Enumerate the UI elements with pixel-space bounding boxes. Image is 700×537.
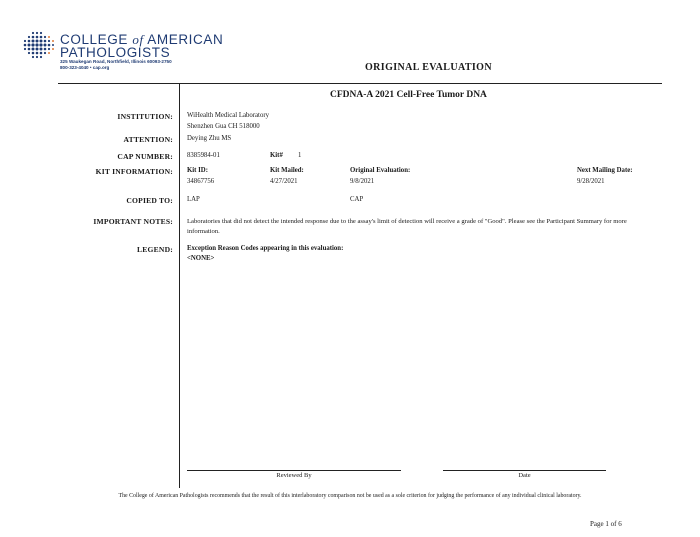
org-name-of: of [132, 32, 144, 47]
kit-mailed-value: 4/27/2021 [270, 178, 298, 185]
institution-line1: WiHealth Medical Laboratory [187, 112, 270, 119]
org-name-line2: PATHOLOGISTS [60, 45, 171, 60]
copied-to-label: COPIED TO: [126, 196, 173, 205]
reviewed-by-caption: Reviewed By [276, 472, 312, 479]
document-title: ORIGINAL EVALUATION [365, 62, 492, 73]
kit-id-label: Kit ID: [187, 167, 208, 174]
legend-label: LEGEND: [137, 245, 173, 254]
kit-mailed-label: Kit Mailed: [270, 167, 304, 174]
important-notes-label: IMPORTANT NOTES: [93, 217, 173, 226]
kit-number-label: Kit# [270, 152, 283, 159]
kit-information-label: KIT INFORMATION: [95, 167, 173, 176]
attention-label: ATTENTION: [123, 135, 173, 144]
page-number: Page 1 of 6 [590, 520, 622, 528]
program-title: CFDNA-A 2021 Cell-Free Tumor DNA [330, 90, 487, 100]
original-evaluation-label: Original Evaluation: [350, 167, 411, 174]
next-mailing-date-label: Next Mailing Date: [577, 167, 633, 174]
institution-line2: Shenzhen Gua CH 518000 [187, 123, 260, 130]
cap-number-value: 8385984-01 [187, 152, 220, 159]
footer-disclaimer: The College of American Pathologists recommends that the result of this interlaboratory comparison not be used as a sole criterion for judging the performance of any individual clinical laboratory. [118, 493, 582, 499]
institution-label: INSTITUTION: [117, 112, 173, 121]
org-name-college: COLLEGE [60, 32, 128, 47]
important-notes-text: Laboratories that did not detect the intended response due to the assay's limit of detection will receive a grade of "Good". Please see the Participant Summary for more information. [187, 218, 627, 235]
org-phone-web: 800-323-4040 • cap.org [60, 65, 110, 70]
kit-id-value: 34867756 [187, 178, 215, 185]
cap-logo-icon [22, 31, 56, 61]
next-mailing-date-value: 9/28/2021 [577, 178, 605, 185]
copied-to-lap: LAP [187, 196, 200, 203]
header-divider [58, 83, 662, 84]
org-name-american: AMERICAN [147, 32, 224, 47]
copied-to-cap: CAP [350, 196, 364, 203]
label-column-divider [179, 84, 180, 488]
attention-value: Deying Zhu MS [187, 135, 232, 142]
legend-value: <NONE> [187, 255, 215, 262]
cap-number-label: CAP NUMBER: [117, 152, 173, 161]
original-evaluation-value: 9/8/2021 [350, 178, 375, 185]
org-address: 325 Waukegan Road, Northfield, Illinois 60093-2750 [60, 59, 172, 64]
date-line [443, 470, 606, 471]
date-caption: Date [518, 472, 531, 479]
legend-heading: Exception Reason Codes appearing in this evaluation: [187, 245, 344, 252]
kit-number-value: 1 [298, 152, 302, 159]
reviewed-by-line [187, 470, 401, 471]
